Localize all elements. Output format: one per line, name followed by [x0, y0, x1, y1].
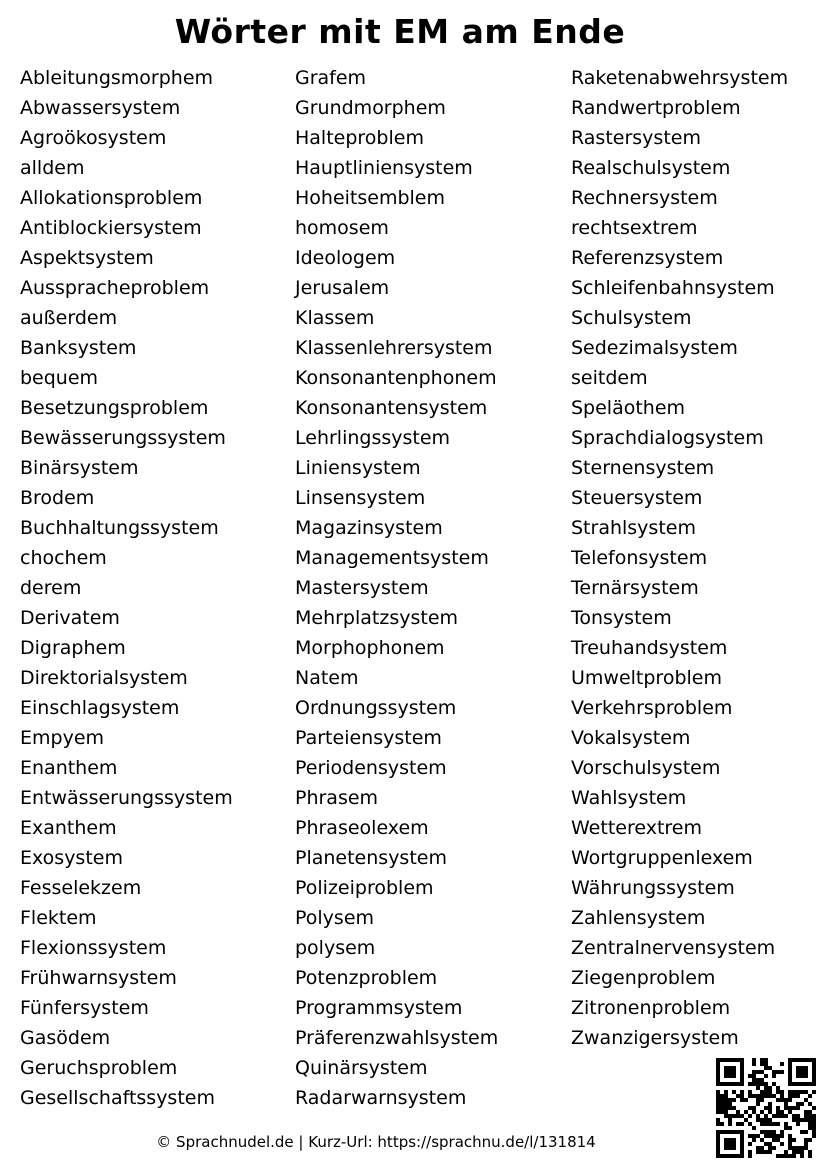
word-item: Fünfersystem — [20, 997, 149, 1019]
word-item: Allokationsproblem — [20, 187, 203, 209]
word-item: Natem — [295, 667, 359, 689]
word-item: Gasödem — [20, 1027, 111, 1049]
word-item: Treuhandsystem — [571, 637, 728, 659]
word-item: Hoheitsemblem — [295, 187, 446, 209]
word-item: Magazinsystem — [295, 517, 443, 539]
word-item: Grafem — [295, 67, 367, 89]
word-item: Ideologem — [295, 247, 396, 269]
word-item: Konsonantensystem — [295, 397, 488, 419]
word-item: Vokalsystem — [571, 727, 691, 749]
word-item: Programmsystem — [295, 997, 463, 1019]
word-item: seitdem — [571, 367, 648, 389]
word-item: Flektem — [20, 907, 97, 929]
word-item: Schulsystem — [571, 307, 692, 329]
word-item: Realschulsystem — [571, 157, 731, 179]
word-item: Sedezimalsystem — [571, 337, 738, 359]
word-item: Binärsystem — [20, 457, 139, 479]
word-item: Steuersystem — [571, 487, 703, 509]
word-item: Ordnungssystem — [295, 697, 457, 719]
word-item: Morphophonem — [295, 637, 445, 659]
word-item: Sternensystem — [571, 457, 715, 479]
word-item: Gesellschaftssystem — [20, 1087, 215, 1109]
word-item: Frühwarnsystem — [20, 967, 177, 989]
word-item: Antiblockiersystem — [20, 217, 202, 239]
word-item: Phraseolexem — [295, 817, 429, 839]
word-item: homosem — [295, 217, 389, 239]
word-item: Wahlsystem — [571, 787, 687, 809]
word-item: Grundmorphem — [295, 97, 446, 119]
word-item: Besetzungsproblem — [20, 397, 209, 419]
word-item: Phrasem — [295, 787, 379, 809]
word-item: chochem — [20, 547, 107, 569]
footer-credit: © Sprachnudel.de | Kurz-Url: https://sprachnu.de/l/131814 — [156, 1133, 596, 1151]
word-item: außerdem — [20, 307, 118, 329]
word-item: Parteiensystem — [295, 727, 442, 749]
word-item: Schleifenbahnsystem — [571, 277, 775, 299]
word-column-2 — [295, 63, 498, 1113]
qr-code-icon — [716, 1058, 816, 1158]
word-item: Wetterextrem — [571, 817, 702, 839]
word-item: Zitronenproblem — [571, 997, 731, 1019]
word-item: Potenzproblem — [295, 967, 438, 989]
word-item: Direktorialsystem — [20, 667, 188, 689]
word-item: Flexionssystem — [20, 937, 167, 959]
word-item: Zentralnervensystem — [571, 937, 776, 959]
word-item: Hauptliniensystem — [295, 157, 473, 179]
word-item: Abwassersystem — [20, 97, 181, 119]
word-item: Mastersystem — [295, 577, 429, 599]
word-item: Sprachdialogsystem — [571, 427, 764, 449]
word-item: Umweltproblem — [571, 667, 722, 689]
word-item: Tonsystem — [571, 607, 672, 629]
word-item: Verkehrsproblem — [571, 697, 733, 719]
word-item: Mehrplatzsystem — [295, 607, 459, 629]
word-item: rechtsextrem — [571, 217, 698, 239]
word-item: Digraphem — [20, 637, 126, 659]
word-item: Zwanzigersystem — [571, 1027, 739, 1049]
word-item: Rechnersystem — [571, 187, 718, 209]
word-item: Derivatem — [20, 607, 120, 629]
word-item: Wortgruppenlexem — [571, 847, 753, 869]
word-item: derem — [20, 577, 82, 599]
word-item: Exosystem — [20, 847, 123, 869]
word-item: Ziegenproblem — [571, 967, 716, 989]
word-item: Bewässerungssystem — [20, 427, 226, 449]
word-item: Entwässerungssystem — [20, 787, 233, 809]
word-item: Präferenzwahlsystem — [295, 1027, 499, 1049]
word-item: Randwertproblem — [571, 97, 741, 119]
word-column-1 — [20, 63, 233, 1113]
word-item: Brodem — [20, 487, 95, 509]
word-item: bequem — [20, 367, 99, 389]
word-item: Jerusalem — [295, 277, 390, 299]
word-column-3 — [571, 63, 788, 1053]
word-item: Klassem — [295, 307, 375, 329]
word-item: Konsonantenphonem — [295, 367, 497, 389]
word-item: Radarwarnsystem — [295, 1087, 467, 1109]
word-item: Banksystem — [20, 337, 137, 359]
word-item: Raketenabwehrsystem — [571, 67, 789, 89]
page-title: Wörter mit EM am Ende — [174, 12, 626, 51]
word-item: Buchhaltungssystem — [20, 517, 219, 539]
word-item: Klassenlehrersystem — [295, 337, 493, 359]
word-item: Vorschulsystem — [571, 757, 721, 779]
word-item: Exanthem — [20, 817, 117, 839]
word-item: Geruchsproblem — [20, 1057, 178, 1079]
word-item: Halteproblem — [295, 127, 424, 149]
word-item: Ableitungsmorphem — [20, 67, 214, 89]
word-item: Aspektsystem — [20, 247, 154, 269]
word-item: Fesselekzem — [20, 877, 142, 899]
word-item: Ausspracheproblem — [20, 277, 210, 299]
word-item: Managementsystem — [295, 547, 489, 569]
word-item: Rastersystem — [571, 127, 701, 149]
word-item: Lehrlingssystem — [295, 427, 451, 449]
word-item: Telefonsystem — [571, 547, 708, 569]
word-item: polysem — [295, 937, 376, 959]
word-item: Zahlensystem — [571, 907, 706, 929]
word-item: Linsensystem — [295, 487, 426, 509]
word-item: Referenzsystem — [571, 247, 724, 269]
word-item: Enanthem — [20, 757, 118, 779]
word-item: Ternärsystem — [571, 577, 699, 599]
word-item: Währungssystem — [571, 877, 735, 899]
word-item: Polysem — [295, 907, 375, 929]
word-item: Polizeiproblem — [295, 877, 434, 899]
word-item: Einschlagsystem — [20, 697, 180, 719]
word-item: Strahlsystem — [571, 517, 696, 539]
word-item: Speläothem — [571, 397, 686, 419]
word-item: alldem — [20, 157, 85, 179]
word-item: Liniensystem — [295, 457, 421, 479]
word-item: Quinärsystem — [295, 1057, 428, 1079]
word-item: Planetensystem — [295, 847, 447, 869]
word-item: Empyem — [20, 727, 105, 749]
word-item: Periodensystem — [295, 757, 447, 779]
word-item: Agroökosystem — [20, 127, 167, 149]
